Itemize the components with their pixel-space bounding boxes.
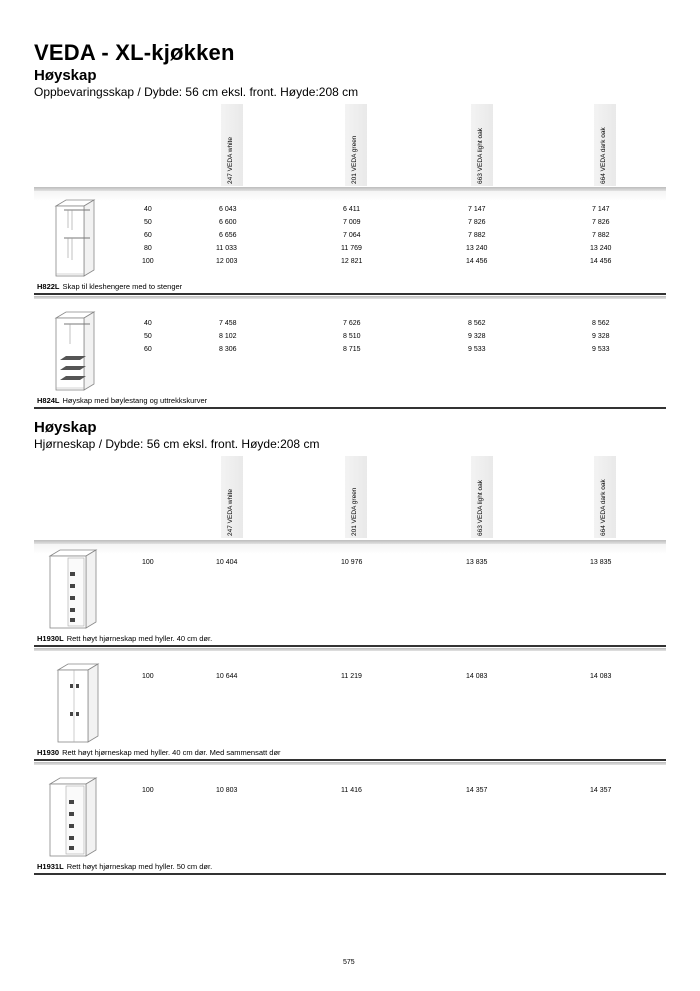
table-divider	[34, 296, 666, 299]
row-shade	[34, 544, 666, 554]
price-cell: 12 821	[341, 258, 363, 265]
product-caption	[37, 282, 182, 291]
price-cell: 8 562	[592, 320, 610, 327]
column-header-label: 201 VEDA green	[351, 487, 358, 536]
product-code: H822L	[37, 282, 60, 291]
price-cell: 13 240	[590, 245, 612, 252]
price-cell: 7 147	[468, 206, 486, 213]
product-caption	[37, 862, 212, 871]
column-header-label: 247 VEDA white	[227, 489, 234, 536]
page-title: VEDA - XL-kjøkken	[34, 40, 235, 65]
table-divider	[34, 648, 666, 651]
product-description: Rett høyt hjørneskap med hyller. 50 cm dør.	[66, 862, 213, 871]
price-cell: 7 826	[468, 219, 486, 226]
column-header-label: 664 VEDA dark oak	[600, 127, 607, 184]
product-description: Skap til kleshengere med to stenger	[62, 282, 183, 291]
price-cell: 7 064	[343, 232, 361, 239]
column-header-label: 664 VEDA dark oak	[600, 479, 607, 536]
width-value: 80	[144, 245, 152, 252]
product-caption	[37, 748, 281, 757]
price-cell: 13 835	[590, 559, 612, 566]
price-cell: 11 769	[341, 245, 362, 252]
price-cell: 7 626	[343, 320, 361, 327]
product-description: Rett høyt hjørneskap med hyller. 40 cm dør. Med sammensatt dør	[62, 748, 281, 757]
price-cell: 9 328	[468, 333, 486, 340]
product-caption	[37, 396, 207, 405]
product-caption	[37, 634, 212, 643]
product-divider	[34, 407, 666, 409]
wardrobe-baskets-icon	[50, 310, 98, 392]
section-heading: Høyskap	[34, 67, 97, 84]
price-cell: 7 009	[343, 219, 361, 226]
price-cell: 10 803	[216, 787, 238, 794]
width-value: 100	[142, 787, 154, 794]
price-cell: 14 456	[466, 258, 488, 265]
product-divider	[34, 293, 666, 295]
price-cell: 7 826	[592, 219, 610, 226]
width-value: 50	[144, 333, 152, 340]
table-divider	[34, 762, 666, 765]
corner-cabinet-composite-door-icon	[54, 662, 102, 744]
width-value: 40	[144, 320, 152, 327]
width-value: 50	[144, 219, 152, 226]
price-cell: 13 240	[466, 245, 488, 252]
width-value: 40	[144, 206, 152, 213]
width-value: 100	[142, 258, 154, 265]
price-cell: 11 416	[341, 787, 362, 794]
price-cell: 9 328	[592, 333, 610, 340]
width-value: 100	[142, 673, 154, 680]
price-cell: 14 083	[466, 673, 488, 680]
width-value: 100	[142, 559, 154, 566]
wardrobe-two-rails-icon	[50, 198, 98, 278]
column-header-label: 247 VEDA white	[227, 137, 234, 184]
product-code: H824L	[37, 396, 60, 405]
price-cell: 11 219	[341, 673, 362, 680]
price-cell: 6 656	[219, 232, 237, 239]
product-code: H1930L	[37, 634, 64, 643]
section-subtitle: Oppbevaringsskap / Dybde: 56 cm eksl. front. Høyde:208 cm	[34, 85, 359, 99]
product-description: Høyskap med bøylestang og uttrekkskurver	[62, 396, 208, 405]
price-cell: 13 835	[466, 559, 488, 566]
price-cell: 9 533	[468, 346, 486, 353]
product-code: H1931L	[37, 862, 64, 871]
price-cell: 7 882	[468, 232, 486, 239]
price-cell: 7 458	[219, 320, 237, 327]
price-cell: 8 562	[468, 320, 486, 327]
width-value: 60	[144, 346, 152, 353]
price-cell: 9 533	[592, 346, 610, 353]
price-cell: 7 147	[592, 206, 610, 213]
column-header-label: 201 VEDA green	[351, 135, 358, 184]
price-cell: 8 102	[219, 333, 237, 340]
section-subtitle: Hjørneskap / Dybde: 56 cm eksl. front. Høyde:208 cm	[34, 437, 320, 451]
price-cell: 12 003	[216, 258, 238, 265]
corner-cabinet-icon	[46, 776, 100, 858]
price-cell: 6 411	[343, 206, 360, 213]
column-header-label: 663 VEDA light oak	[477, 479, 484, 536]
price-cell: 14 357	[590, 787, 612, 794]
price-cell: 6 600	[219, 219, 237, 226]
product-code: H1930	[37, 748, 60, 757]
product-divider	[34, 759, 666, 761]
corner-cabinet-icon	[46, 548, 100, 630]
price-cell: 8 715	[343, 346, 361, 353]
price-cell: 11 033	[216, 245, 237, 252]
price-cell: 14 083	[590, 673, 612, 680]
section-heading: Høyskap	[34, 419, 97, 436]
price-cell: 14 357	[466, 787, 488, 794]
price-cell: 6 043	[219, 206, 237, 213]
price-cell: 10 404	[216, 559, 238, 566]
width-value: 60	[144, 232, 152, 239]
price-cell: 8 306	[219, 346, 237, 353]
column-header-label: 663 VEDA light oak	[477, 127, 484, 184]
row-shade	[34, 191, 666, 201]
price-cell: 10 644	[216, 673, 238, 680]
product-divider	[34, 873, 666, 875]
product-description: Rett høyt hjørneskap med hyller. 40 cm dør.	[66, 634, 213, 643]
product-divider	[34, 645, 666, 647]
price-cell: 8 510	[343, 333, 361, 340]
page-number: 575	[343, 959, 355, 966]
price-cell: 10 976	[341, 559, 363, 566]
price-cell: 14 456	[590, 258, 612, 265]
price-cell: 7 882	[592, 232, 610, 239]
